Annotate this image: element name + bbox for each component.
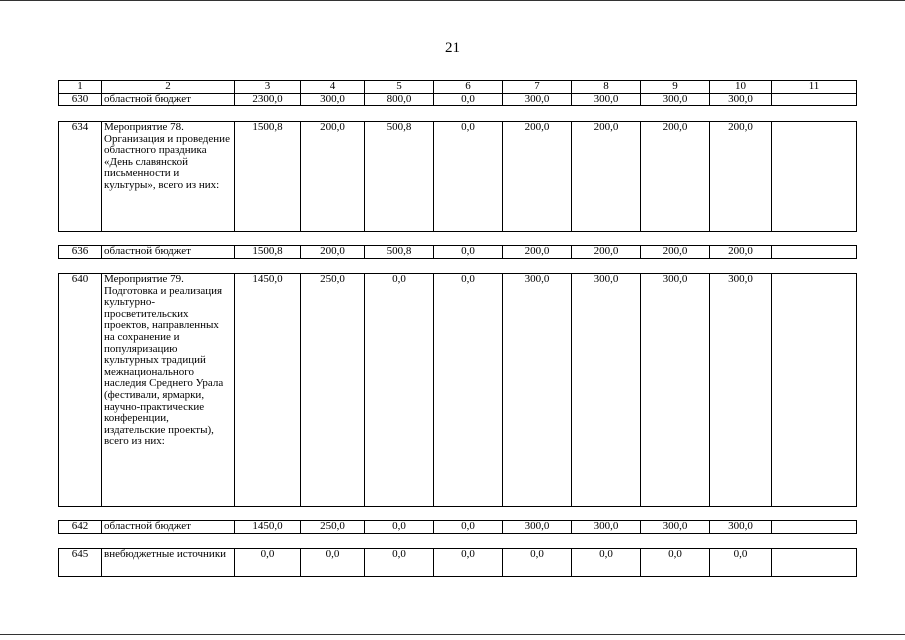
cell-value: 200,0 [710, 246, 772, 259]
row-number: 634 [59, 122, 102, 232]
cell-value: 300,0 [641, 274, 710, 507]
cell-value: 0,0 [365, 274, 434, 507]
cell-value: 300,0 [503, 521, 572, 534]
row-name: Мероприятие 78. Организация и проведение областного праздника «День славянской письменности и культуры», всего из них: [102, 122, 235, 232]
cell-value: 0,0 [434, 122, 503, 232]
cell-value [772, 93, 857, 106]
cell-value: 0,0 [434, 274, 503, 507]
table-block-636 [58, 245, 857, 259]
table-row [59, 93, 857, 106]
cell-value: 0,0 [434, 93, 503, 106]
cell-value: 300,0 [710, 274, 772, 507]
cell-value: 1500,8 [235, 122, 301, 232]
cell-value: 0,0 [434, 246, 503, 259]
cell-value: 200,0 [572, 122, 641, 232]
table-block-645 [58, 548, 857, 577]
cell-value: 300,0 [641, 521, 710, 534]
cell-value [772, 549, 857, 577]
cell-value: 2300,0 [235, 93, 301, 106]
cell-value: 1450,0 [235, 274, 301, 507]
page-number: 21 [445, 40, 460, 56]
row-number: 636 [59, 246, 102, 259]
column-number: 2 [102, 81, 235, 94]
cell-value: 300,0 [503, 93, 572, 106]
cell-value: 200,0 [641, 246, 710, 259]
column-number: 1 [59, 81, 102, 94]
row-name: областной бюджет [102, 246, 235, 259]
cell-value: 0,0 [365, 521, 434, 534]
cell-value: 250,0 [301, 521, 365, 534]
scan-line-top [0, 0, 905, 1]
cell-value [772, 122, 857, 232]
cell-value: 300,0 [572, 93, 641, 106]
cell-value: 300,0 [503, 274, 572, 507]
table-row [59, 521, 857, 534]
cell-value: 300,0 [301, 93, 365, 106]
column-number: 11 [772, 81, 857, 94]
cell-value: 0,0 [434, 549, 503, 577]
row-name: областной бюджет [102, 521, 235, 534]
column-number-row [59, 81, 857, 94]
cell-value: 500,8 [365, 122, 434, 232]
column-number: 4 [301, 81, 365, 94]
column-number: 7 [503, 81, 572, 94]
table-block-642 [58, 520, 857, 534]
cell-value: 200,0 [710, 122, 772, 232]
cell-value: 200,0 [301, 122, 365, 232]
cell-value: 300,0 [572, 274, 641, 507]
cell-value [772, 274, 857, 507]
cell-value: 200,0 [503, 122, 572, 232]
table-row [59, 549, 857, 577]
cell-value: 200,0 [641, 122, 710, 232]
cell-value: 0,0 [503, 549, 572, 577]
cell-value: 500,8 [365, 246, 434, 259]
cell-value: 0,0 [710, 549, 772, 577]
cell-value: 200,0 [572, 246, 641, 259]
column-number: 5 [365, 81, 434, 94]
column-number: 8 [572, 81, 641, 94]
row-name: Мероприятие 79. Подготовка и реализация культурно-просветительских проектов, направленных на сохранение и популяризацию культурных традиций межнационального наследия Среднего Урала (фестивали, ярмарки, научно-практические конференции, издательские проекты), всего из них: [102, 274, 235, 507]
cell-value: 300,0 [641, 93, 710, 106]
row-number: 642 [59, 521, 102, 534]
cell-value: 1450,0 [235, 521, 301, 534]
column-number: 9 [641, 81, 710, 94]
cell-value: 0,0 [572, 549, 641, 577]
scan-line-bottom [0, 634, 905, 635]
cell-value: 0,0 [365, 549, 434, 577]
row-number: 645 [59, 549, 102, 577]
cell-value: 200,0 [503, 246, 572, 259]
row-name: областной бюджет [102, 93, 235, 106]
table-row [59, 246, 857, 259]
table-block-640 [58, 273, 857, 507]
cell-value: 800,0 [365, 93, 434, 106]
cell-value: 250,0 [301, 274, 365, 507]
cell-value [772, 246, 857, 259]
column-number: 6 [434, 81, 503, 94]
table-block-634 [58, 121, 857, 232]
table-header-block [58, 80, 857, 106]
column-number: 10 [710, 81, 772, 94]
table-row [59, 274, 857, 507]
cell-value: 1500,8 [235, 246, 301, 259]
cell-value: 0,0 [434, 521, 503, 534]
cell-value: 0,0 [301, 549, 365, 577]
cell-value: 0,0 [235, 549, 301, 577]
cell-value: 200,0 [301, 246, 365, 259]
cell-value: 0,0 [641, 549, 710, 577]
cell-value: 300,0 [710, 521, 772, 534]
column-number: 3 [235, 81, 301, 94]
row-number: 630 [59, 93, 102, 106]
cell-value: 300,0 [710, 93, 772, 106]
table-row [59, 122, 857, 232]
cell-value [772, 521, 857, 534]
row-name: внебюджетные источники [102, 549, 235, 577]
cell-value: 300,0 [572, 521, 641, 534]
row-number: 640 [59, 274, 102, 507]
